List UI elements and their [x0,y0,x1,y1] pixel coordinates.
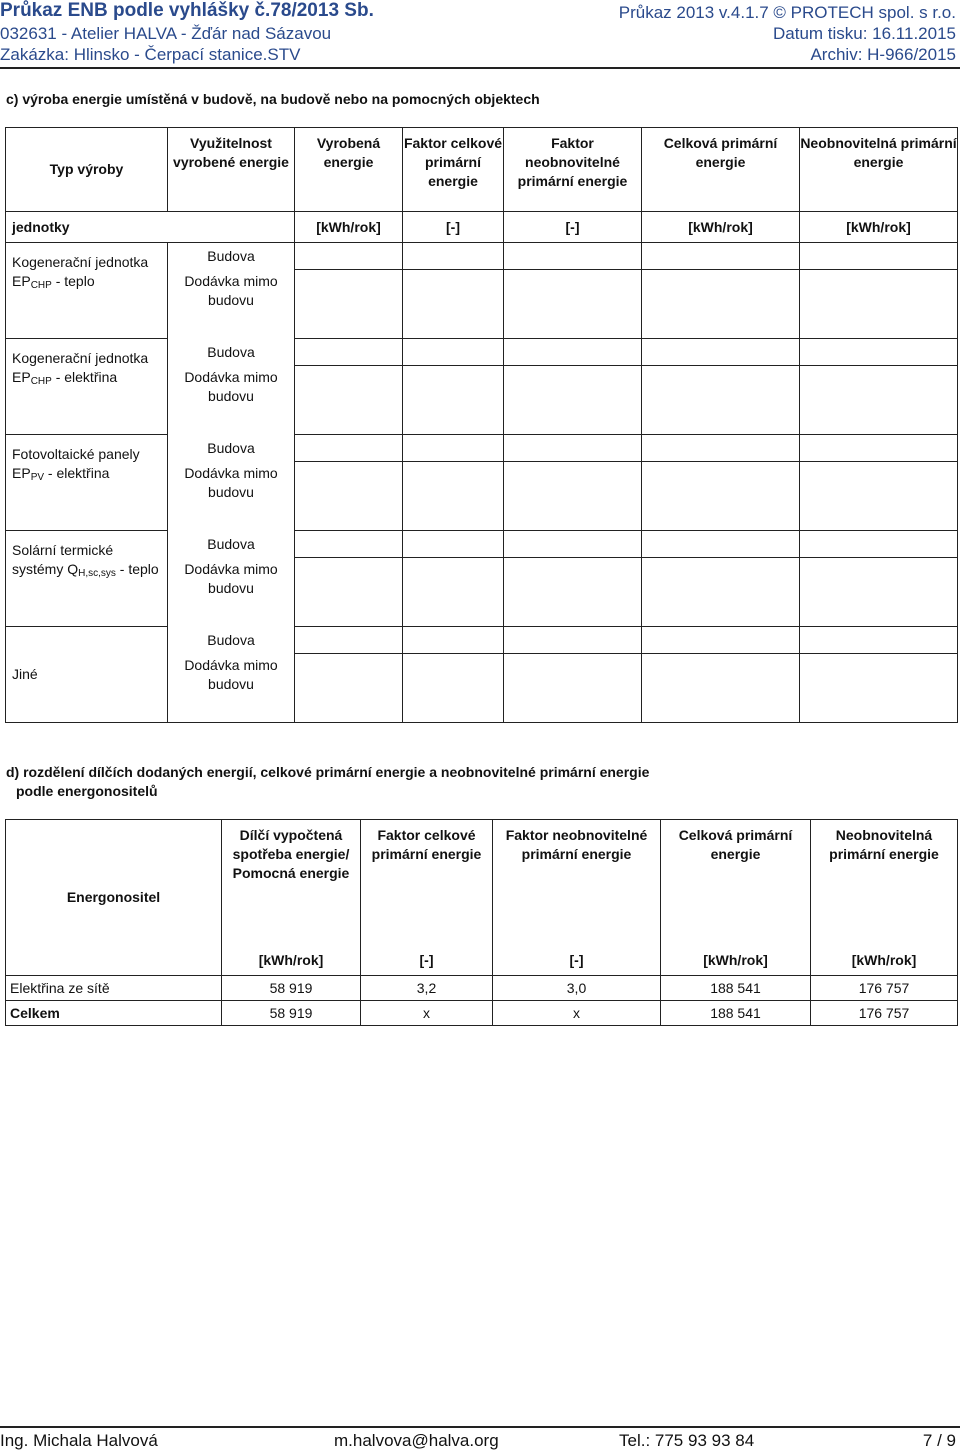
nonrenew-primary: 176 757 [811,976,958,1001]
col-nonrenew-primary-header: Neobnovitelná primární energie [800,128,958,212]
production-type-chp-heat: Kogenerační jednotka $EP_{CHP}$ - teplo [6,243,168,339]
partial-consumption: 58 919 [222,976,361,1001]
section-d-title: d) rozdělení dílčích dodaných energií, celkové primární energie a neobnovitelné primární energie [6,764,650,780]
col-factor-nonrenew-header: Faktor neobnovitelné primární energie [504,128,642,212]
unit-total-primary: [kWh/rok] [661,946,811,976]
footer-phone: Tel.: 775 93 93 84 [619,1431,755,1450]
col-total-primary-header: Celková primární energie [661,820,811,946]
col-usable-header: Využitelnost vyrobené energie [168,128,295,212]
col-partial-header: Dílčí vypočtená spotřeba energie/ Pomocná energie [222,820,361,946]
total-nonrenew-primary: 176 757 [811,1001,958,1026]
total-row [6,1001,958,1026]
units-label: jednotky [6,212,295,243]
col-produced-header: Vyrobená energie [295,128,403,212]
col-factor-total-header: Faktor celkové primární energie [403,128,504,212]
section-d-title-line2: podle energonositelů [16,783,158,799]
unit-nonrenew-primary: [kWh/rok] [800,212,958,243]
production-type-chp-electricity: Kogenerační jednotka $EP_{CHP}$ - elektřina [6,339,168,435]
col-factor-nonrenew-header: Faktor neobnovitelné primární energie [493,820,661,946]
sub-building: Budova [168,339,295,366]
col-factor-total-header: Faktor celkové primární energie [361,820,493,946]
total-partial: 58 919 [222,1001,361,1026]
unit-partial: [kWh/rok] [222,946,361,976]
unit-factor-total: [-] [361,946,493,976]
print-date: Datum tisku: 16.11.2015 [772,24,956,43]
production-type-pv-electricity: Fotovoltaické panely $EP_{PV}$ - elektřina [6,435,168,531]
col-type-header: Typ výroby [6,128,168,212]
total-factor-nonrenew: x [493,1001,661,1026]
software-version: Průkaz 2013 v.4.1.7 © PROTECH spol. s r.o. [618,3,956,22]
sub-outside-building: Dodávka mimo budovu [168,270,295,339]
production-type-other: Jiné [6,627,168,723]
unit-factor-nonrenew: [-] [493,946,661,976]
footer-author: Ing. Michala Halvová [0,1431,158,1450]
unit-factor-total: [-] [403,212,504,243]
archive-number: Archiv: H-966/2015 [810,45,956,64]
footer-page-number: 7 / 9 [922,1431,956,1450]
sub-outside-building: Dodávka mimo budovu [168,462,295,531]
sub-building: Budova [168,243,295,270]
col-total-primary-header: Celková primární energie [642,128,800,212]
total-factor-total: x [361,1001,493,1026]
sub-building: Budova [168,435,295,462]
order-name: Zakázka: Hlinsko - Čerpací stanice.STV [0,45,301,64]
sub-outside-building: Dodávka mimo budovu [168,558,295,627]
unit-nonrenew-primary: [kWh/rok] [811,946,958,976]
total-total-primary: 188 541 [661,1001,811,1026]
carrier-name: Elektřina ze sítě [6,976,222,1001]
total-label: Celkem [6,1001,222,1026]
footer-divider [0,1426,960,1428]
table-row [6,976,958,1001]
section-c-title: c) výroba energie umístěná v budově, na budově nebo na pomocných objektech [6,91,540,107]
unit-total-primary: [kWh/rok] [642,212,800,243]
unit-produced: [kWh/rok] [295,212,403,243]
production-type-solar-thermal: Solární termické systémy $Q_{H,sc,sys}$ - teplo [6,531,168,627]
footer-email: m.halvova@halva.org [334,1431,499,1450]
sub-outside-building: Dodávka mimo budovu [168,654,295,723]
total-primary: 188 541 [661,976,811,1001]
factor-nonrenew: 3,0 [493,976,661,1001]
sub-building: Budova [168,531,295,558]
sub-outside-building: Dodávka mimo budovu [168,366,295,435]
production-table [5,127,958,723]
col-nonrenew-primary-header: Neobnovitelná primární energie [811,820,958,946]
document-title: Průkaz ENB podle vyhlášky č.78/2013 Sb. [0,0,374,21]
col-carrier-header: Energonositel [6,820,222,976]
job-code: 032631 - Atelier HALVA - Žďár nad Sázavou [0,24,332,43]
unit-factor-nonrenew: [-] [504,212,642,243]
sub-building: Budova [168,627,295,654]
header-divider [0,67,960,69]
energy-carrier-table [5,819,958,1026]
factor-total: 3,2 [361,976,493,1001]
